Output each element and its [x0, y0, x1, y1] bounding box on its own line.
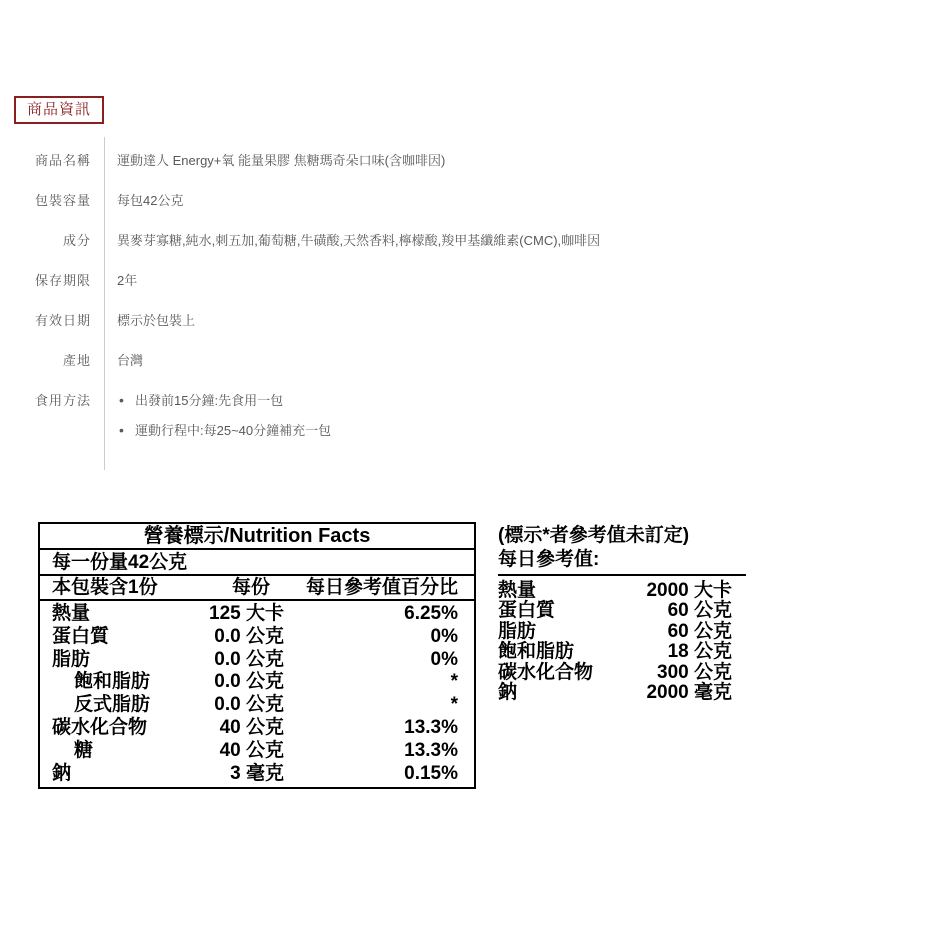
row-value: 運動達人 Energy+氧 能量果膠 焦糖瑪奇朵口味(含咖啡因) — [104, 137, 914, 177]
bullet-text: 運動行程中:每25~40分鐘補充一包 — [135, 423, 332, 438]
daily-reference-panel — [498, 524, 746, 702]
row-label: 產地 — [62, 353, 91, 368]
nutrient-amount: 40 公克 — [219, 739, 284, 761]
nutrient-amount: 40 公克 — [219, 716, 284, 738]
row-value: 2年 — [104, 257, 914, 297]
row-label: 包裝容量 — [34, 193, 91, 208]
nutrient-dv: * — [450, 694, 458, 716]
nutrient-name: 蛋白質 — [52, 625, 110, 647]
nutrition-title: 營養標示/Nutrition Facts — [40, 524, 474, 550]
nutrient-amount: 125 大卡 — [209, 603, 284, 624]
reference-name: 飽和脂肪 — [498, 641, 575, 663]
reference-amount: 2000 毫克 — [646, 681, 732, 703]
nutrient-amount: 0.0 公克 — [214, 694, 284, 716]
nutrient-dv: 13.3% — [404, 739, 458, 761]
row-value: 台灣 — [104, 337, 914, 377]
table-row — [14, 217, 914, 257]
nutrient-name: 飽和脂肪 — [74, 671, 151, 693]
reference-amount: 60 公克 — [667, 620, 732, 642]
reference-row — [498, 641, 746, 661]
reference-amount: 300 公克 — [657, 661, 732, 683]
header-package-contains: 本包裝含1份 — [52, 577, 158, 598]
nutrient-amount: 0.0 公克 — [214, 625, 284, 647]
row-label: 保存期限 — [34, 273, 91, 288]
nutrient-amount: 0.0 公克 — [214, 648, 284, 670]
table-row — [14, 337, 914, 377]
nutrient-row — [40, 625, 474, 648]
reference-name: 蛋白質 — [498, 600, 556, 622]
reference-row — [498, 580, 746, 600]
nutrient-row — [40, 602, 474, 625]
row-value: 標示於包裝上 — [104, 297, 914, 337]
nutrient-dv: 0.15% — [404, 762, 458, 784]
nutrient-row — [40, 762, 474, 785]
nutrient-name: 鈉 — [52, 762, 72, 784]
nutrient-name: 熱量 — [52, 603, 91, 624]
header-per-serving: 每份 — [231, 577, 270, 598]
nutrient-row — [40, 648, 474, 671]
nutrient-dv: * — [450, 671, 458, 693]
row-value: 每包42公克 — [104, 177, 914, 217]
header-daily-value-pct: 每日參考值百分比 — [305, 577, 458, 598]
nutrient-row — [40, 670, 474, 693]
divider-rule — [498, 574, 746, 576]
reference-row — [498, 662, 746, 682]
table-row-usage — [14, 377, 914, 470]
reference-name: 碳水化合物 — [498, 661, 594, 683]
bullet-icon: • — [119, 392, 124, 408]
table-row — [14, 137, 914, 177]
nutrition-body — [40, 601, 474, 787]
row-label: 食用方法 — [34, 393, 91, 408]
nutrient-dv: 13.3% — [404, 716, 458, 738]
row-value — [104, 377, 914, 470]
nutrient-dv: 0% — [430, 648, 458, 670]
list-item — [117, 394, 914, 408]
nutrient-amount: 0.0 公克 — [214, 671, 284, 693]
nutrient-dv: 6.25% — [404, 603, 458, 624]
daily-reference-title: 每日參考值: — [498, 549, 600, 570]
serving-size: 每一份量42公克 — [40, 550, 474, 576]
asterisk-footnote: (標示*者參考值未訂定) — [498, 525, 690, 546]
row-value: 異麥芽寡糖,純水,刺五加,葡萄糖,牛磺酸,天然香料,檸檬酸,羧甲基纖維素(CMC),咖啡因 — [104, 217, 914, 257]
product-info-table — [14, 137, 914, 470]
table-row — [14, 257, 914, 297]
reference-row — [498, 682, 746, 702]
nutrient-name: 糖 — [74, 739, 94, 761]
row-label: 商品名稱 — [34, 153, 91, 168]
section-title-product-info: 商品資訊 — [14, 96, 104, 124]
bullet-icon: • — [119, 422, 124, 438]
nutrient-amount: 3 毫克 — [230, 762, 284, 784]
nutrient-row — [40, 716, 474, 739]
reference-name: 脂肪 — [498, 620, 537, 642]
reference-row — [498, 600, 746, 620]
nutrient-dv: 0% — [430, 625, 458, 647]
reference-name: 熱量 — [498, 580, 537, 601]
nutrient-name: 碳水化合物 — [52, 716, 148, 738]
usage-bullet-list — [117, 394, 914, 438]
nutrition-facts-table — [38, 522, 476, 789]
nutrient-name: 脂肪 — [52, 648, 91, 670]
table-row — [14, 297, 914, 337]
reference-row — [498, 621, 746, 641]
reference-amount: 18 公克 — [667, 641, 732, 663]
nutrient-row — [40, 693, 474, 716]
table-row — [14, 177, 914, 217]
row-label: 有效日期 — [34, 313, 91, 328]
reference-name: 鈉 — [498, 681, 518, 703]
nutrient-row — [40, 739, 474, 762]
reference-amount: 60 公克 — [667, 600, 732, 622]
list-item — [117, 424, 914, 438]
reference-amount: 2000 大卡 — [646, 580, 732, 601]
bullet-text: 出發前15分鐘:先食用一包 — [135, 393, 284, 408]
nutrition-header-row — [40, 576, 474, 601]
row-label: 成分 — [62, 233, 91, 248]
nutrient-name: 反式脂肪 — [74, 694, 151, 716]
